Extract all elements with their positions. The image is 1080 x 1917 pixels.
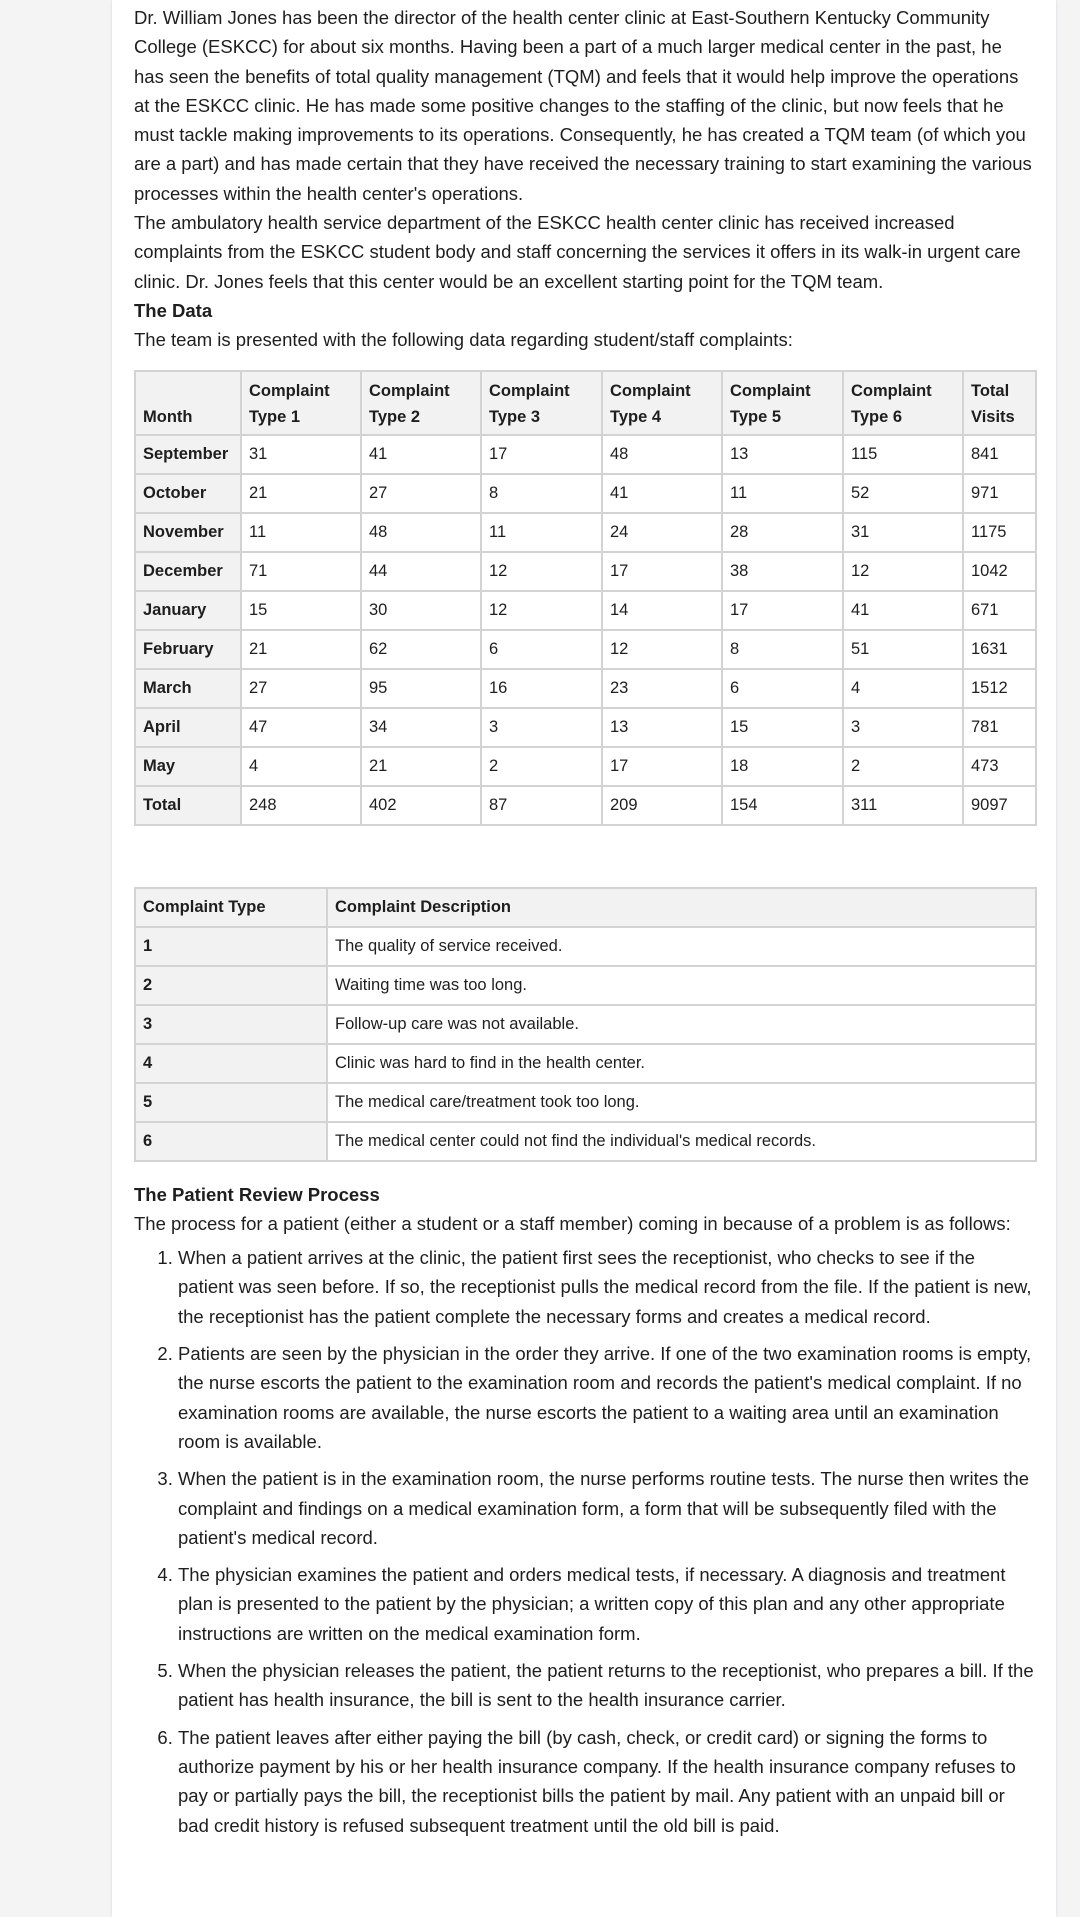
header-complaint-type-3: Complaint Type 3 bbox=[481, 371, 602, 435]
table-cell: 14 bbox=[602, 591, 722, 630]
table-cell: 17 bbox=[602, 747, 722, 786]
table-cell: 671 bbox=[963, 591, 1036, 630]
document-content bbox=[134, 3, 1035, 1848]
process-steps-list bbox=[134, 1243, 1035, 1840]
list-item: 2. Patients are seen by the physician in the order they arrive. If one of the two examination rooms is empty, the nurse escorts the patient to the examination room and records the patient's medical complaint. If no examination rooms are available, the nurse escorts the patient to a waiting area until an examination room is available. bbox=[178, 1339, 1035, 1456]
list-item: 1. When a patient arrives at the clinic, the patient first sees the receptionist, who checks to see if the patient was seen before. If so, the receptionist pulls the medical record from the file. If the patient is new, the receptionist has the patient complete the necessary forms and creates a medical record. bbox=[178, 1243, 1035, 1331]
complaint-description: The medical care/treatment took too long. bbox=[327, 1083, 1036, 1122]
intro-paragraph-1: Dr. William Jones has been the director of the health center clinic at East-Southern Kentucky Community College (ESKCC) for about six months. Having been a part of a much larger medical center in the past, he has seen the benefits of total quality management (TQM) and feels that it would help improve the operations at the ESKCC clinic. He has made some positive changes to the staffing of the clinic, but now feels that he must tackle making improvements to its operations. Consequently, he has created a TQM team (of which you are a part) and has made certain that they have received the necessary training to start examining the various processes within the health center's operations. bbox=[134, 7, 1032, 204]
row-month-cell: January bbox=[135, 591, 241, 630]
table-row bbox=[135, 669, 1036, 708]
table-cell: 34 bbox=[361, 708, 481, 747]
table-cell: 1042 bbox=[963, 552, 1036, 591]
row-month-cell: December bbox=[135, 552, 241, 591]
table-cell: 51 bbox=[843, 630, 963, 669]
table-cell: 87 bbox=[481, 786, 602, 825]
table-row bbox=[135, 630, 1036, 669]
table-cell: 21 bbox=[361, 747, 481, 786]
header-complaint-type: Complaint Type bbox=[135, 888, 327, 927]
table-cell: 47 bbox=[241, 708, 361, 747]
document-page bbox=[112, 0, 1056, 1917]
row-month-cell: April bbox=[135, 708, 241, 747]
table-cell: 4 bbox=[843, 669, 963, 708]
table-cell: 15 bbox=[722, 708, 843, 747]
table-row bbox=[135, 1005, 1036, 1044]
table-cell: 17 bbox=[481, 435, 602, 474]
complaint-description: Waiting time was too long. bbox=[327, 966, 1036, 1005]
row-month-cell: October bbox=[135, 474, 241, 513]
table-cell: 12 bbox=[602, 630, 722, 669]
table-row bbox=[135, 552, 1036, 591]
table-cell: 95 bbox=[361, 669, 481, 708]
table-cell: 6 bbox=[722, 669, 843, 708]
table-row bbox=[135, 1083, 1036, 1122]
table-cell: 31 bbox=[843, 513, 963, 552]
table-row bbox=[135, 435, 1036, 474]
table-cell: 1631 bbox=[963, 630, 1036, 669]
table-cell: 38 bbox=[722, 552, 843, 591]
table-cell: 841 bbox=[963, 435, 1036, 474]
table-cell: 28 bbox=[722, 513, 843, 552]
table-cell: 402 bbox=[361, 786, 481, 825]
table-cell: 18 bbox=[722, 747, 843, 786]
table-cell: 971 bbox=[963, 474, 1036, 513]
table-cell: 11 bbox=[241, 513, 361, 552]
table-cell: 13 bbox=[722, 435, 843, 474]
header-complaint-type-4: Complaint Type 4 bbox=[602, 371, 722, 435]
table-row bbox=[135, 927, 1036, 966]
row-month-cell: March bbox=[135, 669, 241, 708]
table-row bbox=[135, 513, 1036, 552]
table-cell: 473 bbox=[963, 747, 1036, 786]
complaints-table-body bbox=[135, 435, 1036, 825]
table-cell: 52 bbox=[843, 474, 963, 513]
row-month-cell: September bbox=[135, 435, 241, 474]
table-cell: 13 bbox=[602, 708, 722, 747]
table-row bbox=[135, 966, 1036, 1005]
table-cell: 31 bbox=[241, 435, 361, 474]
table-cell: 12 bbox=[481, 591, 602, 630]
table-cell: 2 bbox=[481, 747, 602, 786]
table-cell: 27 bbox=[361, 474, 481, 513]
table-row bbox=[135, 747, 1036, 786]
table-cell: 44 bbox=[361, 552, 481, 591]
process-intro: The process for a patient (either a student or a staff member) coming in because of a problem is as follows: bbox=[134, 1212, 1011, 1234]
table-cell: 9097 bbox=[963, 786, 1036, 825]
complaint-description: Follow-up care was not available. bbox=[327, 1005, 1036, 1044]
table-cell: 24 bbox=[602, 513, 722, 552]
table-cell: 115 bbox=[843, 435, 963, 474]
list-item: 5. When the physician releases the patient, the patient returns to the receptionist, who prepares a bill. If the patient has health insurance, the bill is sent to the health insurance carrier. bbox=[178, 1656, 1035, 1715]
row-month-cell: February bbox=[135, 630, 241, 669]
header-complaint-description: Complaint Description bbox=[327, 888, 1036, 927]
intro-paragraph-2: The ambulatory health service department of the ESKCC health center clinic has received increased complaints from the ESKCC student body and staff concerning the services it offers in its walk-in urgent care clinic. Dr. Jones feels that this center would be an excellent starting point for the TQM team. bbox=[134, 212, 1021, 292]
table-cell: 4 bbox=[241, 747, 361, 786]
table-cell: 41 bbox=[361, 435, 481, 474]
row-month-cell: May bbox=[135, 747, 241, 786]
complaint-types-table-body bbox=[135, 927, 1036, 1161]
table-cell: 21 bbox=[241, 630, 361, 669]
complaint-description: The quality of service received. bbox=[327, 927, 1036, 966]
table-cell: 3 bbox=[481, 708, 602, 747]
complaint-description: Clinic was hard to find in the health center. bbox=[327, 1044, 1036, 1083]
table-cell: 154 bbox=[722, 786, 843, 825]
table-row bbox=[135, 708, 1036, 747]
table-cell: 781 bbox=[963, 708, 1036, 747]
table-cell: 11 bbox=[481, 513, 602, 552]
complaint-type-number: 4 bbox=[135, 1044, 327, 1083]
table-cell: 248 bbox=[241, 786, 361, 825]
header-total-visits: Total Visits bbox=[963, 371, 1036, 435]
table-cell: 62 bbox=[361, 630, 481, 669]
table-cell: 12 bbox=[843, 552, 963, 591]
complaints-table bbox=[134, 370, 1037, 826]
data-intro: The team is presented with the following data regarding student/staff complaints: bbox=[134, 329, 793, 351]
data-heading: The Data bbox=[134, 299, 213, 321]
header-complaint-type-2: Complaint Type 2 bbox=[361, 371, 481, 435]
table-cell: 16 bbox=[481, 669, 602, 708]
header-month: Month bbox=[135, 371, 241, 435]
table-cell: 41 bbox=[843, 591, 963, 630]
list-item: 6. The patient leaves after either paying the bill (by cash, check, or credit card) or signing the forms to authorize payment by his or her health insurance company. If the health insurance company refuses to pay or partially pays the bill, the receptionist bills the patient by mail. Any patient with an unpaid bill or bad credit history is refused subsequent treatment until the old bill is paid. bbox=[178, 1723, 1035, 1840]
table-row bbox=[135, 591, 1036, 630]
table-cell: 71 bbox=[241, 552, 361, 591]
table-cell: 8 bbox=[722, 630, 843, 669]
complaint-description: The medical center could not find the individual's medical records. bbox=[327, 1122, 1036, 1161]
complaints-header-row bbox=[135, 371, 1036, 435]
row-month-cell: November bbox=[135, 513, 241, 552]
header-complaint-type-1: Complaint Type 1 bbox=[241, 371, 361, 435]
table-cell: 6 bbox=[481, 630, 602, 669]
table-cell: 41 bbox=[602, 474, 722, 513]
table-cell: 17 bbox=[602, 552, 722, 591]
header-complaint-type-6: Complaint Type 6 bbox=[843, 371, 963, 435]
table-row bbox=[135, 786, 1036, 825]
table-cell: 17 bbox=[722, 591, 843, 630]
list-item: 3. When the patient is in the examination room, the nurse performs routine tests. The nurse then writes the complaint and findings on a medical examination form, a form that will be subsequently filed with the patient's medical record. bbox=[178, 1464, 1035, 1552]
complaint-type-number: 5 bbox=[135, 1083, 327, 1122]
table-cell: 2 bbox=[843, 747, 963, 786]
complaint-type-number: 2 bbox=[135, 966, 327, 1005]
table-cell: 1175 bbox=[963, 513, 1036, 552]
section-spacer bbox=[134, 1162, 1035, 1180]
table-cell: 48 bbox=[602, 435, 722, 474]
complaint-types-table bbox=[134, 887, 1037, 1162]
table-cell: 12 bbox=[481, 552, 602, 591]
complaint-type-number: 6 bbox=[135, 1122, 327, 1161]
table-cell: 3 bbox=[843, 708, 963, 747]
table-cell: 27 bbox=[241, 669, 361, 708]
complaint-type-number: 1 bbox=[135, 927, 327, 966]
table-cell: 8 bbox=[481, 474, 602, 513]
table-cell: 15 bbox=[241, 591, 361, 630]
table-cell: 209 bbox=[602, 786, 722, 825]
table-cell: 23 bbox=[602, 669, 722, 708]
table-row bbox=[135, 1122, 1036, 1161]
table-cell: 21 bbox=[241, 474, 361, 513]
table-row bbox=[135, 474, 1036, 513]
types-header-row bbox=[135, 888, 1036, 927]
table-cell: 311 bbox=[843, 786, 963, 825]
table-cell: 1512 bbox=[963, 669, 1036, 708]
process-heading: The Patient Review Process bbox=[134, 1183, 380, 1205]
row-month-cell: Total bbox=[135, 786, 241, 825]
table-cell: 30 bbox=[361, 591, 481, 630]
table-row bbox=[135, 1044, 1036, 1083]
list-item: 4. The physician examines the patient and orders medical tests, if necessary. A diagnosis and treatment plan is presented to the patient by the physician; a written copy of this plan and any other appropriate instructions are written on the medical examination form. bbox=[178, 1560, 1035, 1648]
table-cell: 11 bbox=[722, 474, 843, 513]
header-complaint-type-5: Complaint Type 5 bbox=[722, 371, 843, 435]
table-cell: 48 bbox=[361, 513, 481, 552]
complaint-type-number: 3 bbox=[135, 1005, 327, 1044]
